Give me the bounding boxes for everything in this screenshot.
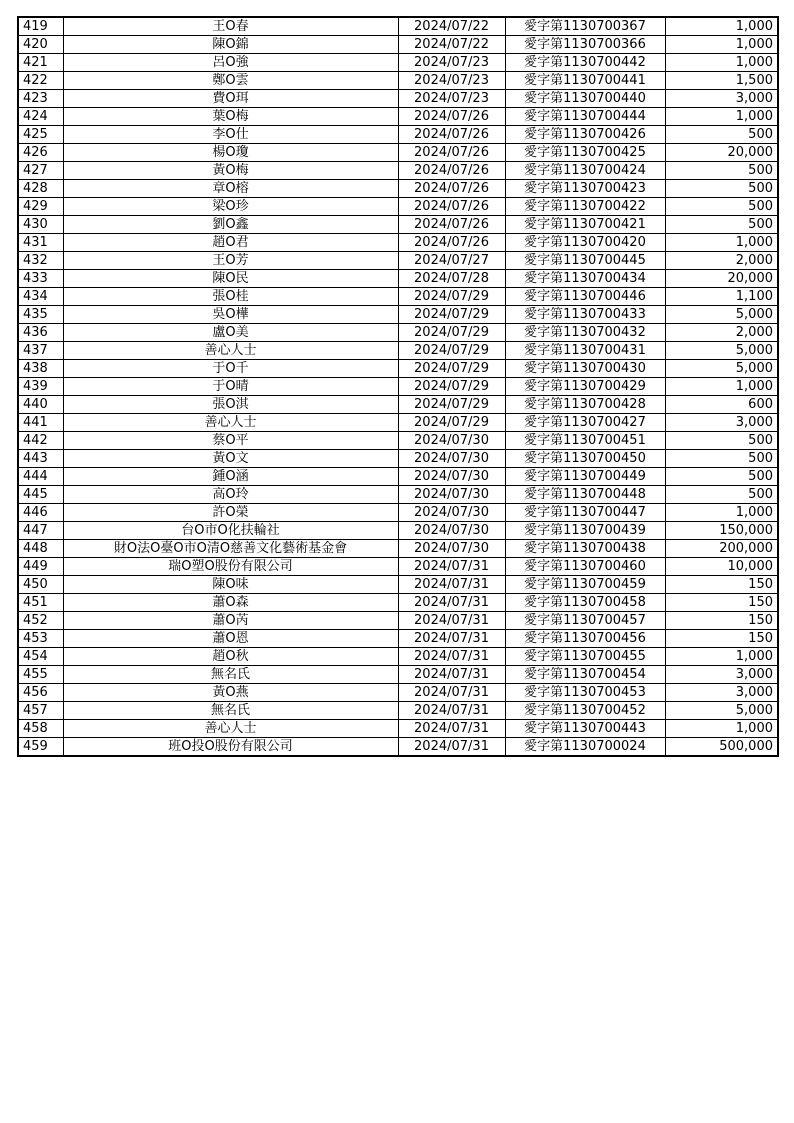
receipt-number: 愛字第1130700446 [505, 288, 665, 306]
row-number: 440 [18, 396, 63, 414]
donor-name: 陳O味 [63, 576, 398, 594]
donation-amount: 10,000 [665, 558, 778, 576]
donation-date: 2024/07/29 [398, 288, 505, 306]
receipt-number: 愛字第1130700451 [505, 432, 665, 450]
table-row [18, 72, 778, 90]
donor-name: 劉O鑫 [63, 216, 398, 234]
donation-amount: 1,000 [665, 54, 778, 72]
donation-date: 2024/07/31 [398, 576, 505, 594]
receipt-number: 愛字第1130700024 [505, 738, 665, 757]
row-number: 437 [18, 342, 63, 360]
receipt-number: 愛字第1130700460 [505, 558, 665, 576]
donor-name: 黃O燕 [63, 684, 398, 702]
table-row [18, 180, 778, 198]
receipt-number: 愛字第1130700454 [505, 666, 665, 684]
receipt-number: 愛字第1130700426 [505, 126, 665, 144]
table-row [18, 522, 778, 540]
receipt-number: 愛字第1130700443 [505, 720, 665, 738]
table-row [18, 108, 778, 126]
donation-date: 2024/07/29 [398, 378, 505, 396]
table-row [18, 738, 778, 757]
receipt-number: 愛字第1130700455 [505, 648, 665, 666]
row-number: 422 [18, 72, 63, 90]
row-number: 447 [18, 522, 63, 540]
receipt-number: 愛字第1130700442 [505, 54, 665, 72]
table-row [18, 468, 778, 486]
receipt-number: 愛字第1130700441 [505, 72, 665, 90]
row-number: 455 [18, 666, 63, 684]
table-row [18, 162, 778, 180]
table-row [18, 54, 778, 72]
donation-date: 2024/07/26 [398, 162, 505, 180]
donor-name: 班O投O股份有限公司 [63, 738, 398, 757]
table-row [18, 252, 778, 270]
donation-amount: 2,000 [665, 324, 778, 342]
donation-date: 2024/07/30 [398, 432, 505, 450]
row-number: 446 [18, 504, 63, 522]
donation-date: 2024/07/23 [398, 72, 505, 90]
donation-amount: 5,000 [665, 342, 778, 360]
row-number: 420 [18, 36, 63, 54]
receipt-number: 愛字第1130700367 [505, 17, 665, 36]
receipt-number: 愛字第1130700430 [505, 360, 665, 378]
donation-date: 2024/07/31 [398, 648, 505, 666]
receipt-number: 愛字第1130700424 [505, 162, 665, 180]
donation-date: 2024/07/31 [398, 666, 505, 684]
donation-date: 2024/07/26 [398, 234, 505, 252]
table-row [18, 684, 778, 702]
donor-name: 高O玲 [63, 486, 398, 504]
receipt-number: 愛字第1130700366 [505, 36, 665, 54]
row-number: 425 [18, 126, 63, 144]
donation-date: 2024/07/22 [398, 36, 505, 54]
donor-name: 張O桂 [63, 288, 398, 306]
row-number: 451 [18, 594, 63, 612]
receipt-number: 愛字第1130700423 [505, 180, 665, 198]
receipt-number: 愛字第1130700459 [505, 576, 665, 594]
donation-date: 2024/07/31 [398, 702, 505, 720]
donor-name: 善心人士 [63, 720, 398, 738]
donation-amount: 1,000 [665, 17, 778, 36]
donation-date: 2024/07/29 [398, 396, 505, 414]
donation-amount: 150 [665, 612, 778, 630]
row-number: 441 [18, 414, 63, 432]
donor-name: 章O榕 [63, 180, 398, 198]
receipt-number: 愛字第1130700432 [505, 324, 665, 342]
donor-name: 費O珥 [63, 90, 398, 108]
row-number: 429 [18, 198, 63, 216]
donation-date: 2024/07/26 [398, 126, 505, 144]
row-number: 431 [18, 234, 63, 252]
row-number: 444 [18, 468, 63, 486]
donation-amount: 3,000 [665, 414, 778, 432]
table-row [18, 720, 778, 738]
row-number: 454 [18, 648, 63, 666]
donor-name: 陳O錦 [63, 36, 398, 54]
donor-name: 許O榮 [63, 504, 398, 522]
donation-amount: 20,000 [665, 144, 778, 162]
receipt-number: 愛字第1130700431 [505, 342, 665, 360]
table-row [18, 504, 778, 522]
table-row [18, 558, 778, 576]
donation-date: 2024/07/29 [398, 306, 505, 324]
row-number: 434 [18, 288, 63, 306]
donation-amount: 150 [665, 594, 778, 612]
row-number: 421 [18, 54, 63, 72]
donation-amount: 150 [665, 630, 778, 648]
receipt-number: 愛字第1130700458 [505, 594, 665, 612]
donation-amount: 1,000 [665, 36, 778, 54]
table-row [18, 648, 778, 666]
donation-amount: 1,500 [665, 72, 778, 90]
receipt-number: 愛字第1130700438 [505, 540, 665, 558]
row-number: 450 [18, 576, 63, 594]
row-number: 424 [18, 108, 63, 126]
row-number: 457 [18, 702, 63, 720]
donation-date: 2024/07/30 [398, 450, 505, 468]
donor-name: 吳O樺 [63, 306, 398, 324]
receipt-number: 愛字第1130700456 [505, 630, 665, 648]
donation-amount: 150,000 [665, 522, 778, 540]
row-number: 449 [18, 558, 63, 576]
donation-amount: 1,000 [665, 720, 778, 738]
table-row [18, 540, 778, 558]
table-row [18, 90, 778, 108]
donor-name: 善心人士 [63, 342, 398, 360]
donation-date: 2024/07/31 [398, 720, 505, 738]
donation-date: 2024/07/30 [398, 468, 505, 486]
donation-date: 2024/07/26 [398, 216, 505, 234]
donation-amount: 1,000 [665, 378, 778, 396]
donor-name: 趙O君 [63, 234, 398, 252]
table-row [18, 360, 778, 378]
donor-name: 梁O珍 [63, 198, 398, 216]
donation-amount: 3,000 [665, 684, 778, 702]
donation-date: 2024/07/30 [398, 504, 505, 522]
table-row [18, 324, 778, 342]
donation-amount: 500 [665, 198, 778, 216]
donation-date: 2024/07/26 [398, 108, 505, 126]
donation-date: 2024/07/31 [398, 612, 505, 630]
donor-name: 財O法O臺O市O清O慈善文化藝術基金會 [63, 540, 398, 558]
receipt-number: 愛字第1130700434 [505, 270, 665, 288]
table-row [18, 378, 778, 396]
row-number: 433 [18, 270, 63, 288]
row-number: 423 [18, 90, 63, 108]
receipt-number: 愛字第1130700448 [505, 486, 665, 504]
table-row [18, 198, 778, 216]
donor-name: 無名氏 [63, 666, 398, 684]
receipt-number: 愛字第1130700429 [505, 378, 665, 396]
donation-date: 2024/07/31 [398, 594, 505, 612]
donation-date: 2024/07/30 [398, 540, 505, 558]
table-row [18, 234, 778, 252]
receipt-number: 愛字第1130700428 [505, 396, 665, 414]
row-number: 442 [18, 432, 63, 450]
donor-name: 葉O梅 [63, 108, 398, 126]
row-number: 453 [18, 630, 63, 648]
donation-amount: 5,000 [665, 306, 778, 324]
donor-name: 王O春 [63, 17, 398, 36]
receipt-number: 愛字第1130700447 [505, 504, 665, 522]
table-row [18, 666, 778, 684]
table-row [18, 450, 778, 468]
donor-name: 陳O民 [63, 270, 398, 288]
donation-amount: 1,000 [665, 108, 778, 126]
receipt-number: 愛字第1130700457 [505, 612, 665, 630]
donation-amount: 500 [665, 126, 778, 144]
row-number: 436 [18, 324, 63, 342]
donation-date: 2024/07/22 [398, 17, 505, 36]
donation-amount: 500 [665, 180, 778, 198]
donation-date: 2024/07/23 [398, 90, 505, 108]
donor-name: 鄭O雲 [63, 72, 398, 90]
row-number: 439 [18, 378, 63, 396]
donor-name: 盧O美 [63, 324, 398, 342]
receipt-number: 愛字第1130700440 [505, 90, 665, 108]
receipt-number: 愛字第1130700420 [505, 234, 665, 252]
table-row [18, 36, 778, 54]
table-row [18, 594, 778, 612]
donor-name: 張O淇 [63, 396, 398, 414]
donation-date: 2024/07/30 [398, 486, 505, 504]
donor-name: 無名氏 [63, 702, 398, 720]
table-row [18, 576, 778, 594]
receipt-number: 愛字第1130700444 [505, 108, 665, 126]
donation-amount: 500,000 [665, 738, 778, 757]
donation-date: 2024/07/26 [398, 144, 505, 162]
receipt-number: 愛字第1130700452 [505, 702, 665, 720]
receipt-number: 愛字第1130700449 [505, 468, 665, 486]
table-row [18, 414, 778, 432]
donation-amount: 200,000 [665, 540, 778, 558]
row-number: 428 [18, 180, 63, 198]
receipt-number: 愛字第1130700439 [505, 522, 665, 540]
donation-date: 2024/07/31 [398, 630, 505, 648]
table-row [18, 288, 778, 306]
donation-amount: 1,100 [665, 288, 778, 306]
donor-name: 蔡O平 [63, 432, 398, 450]
receipt-number: 愛字第1130700433 [505, 306, 665, 324]
donation-amount: 1,000 [665, 234, 778, 252]
donation-date: 2024/07/30 [398, 522, 505, 540]
table-row [18, 486, 778, 504]
donation-amount: 1,000 [665, 648, 778, 666]
donation-date: 2024/07/29 [398, 342, 505, 360]
table-row [18, 17, 778, 36]
receipt-number: 愛字第1130700450 [505, 450, 665, 468]
donation-date: 2024/07/26 [398, 198, 505, 216]
receipt-number: 愛字第1130700453 [505, 684, 665, 702]
donation-amount: 150 [665, 576, 778, 594]
donation-amount: 500 [665, 486, 778, 504]
donor-name: 于O千 [63, 360, 398, 378]
donation-date: 2024/07/31 [398, 558, 505, 576]
table-row [18, 126, 778, 144]
row-number: 443 [18, 450, 63, 468]
donation-date: 2024/07/31 [398, 738, 505, 757]
donation-amount: 3,000 [665, 666, 778, 684]
donation-amount: 20,000 [665, 270, 778, 288]
table-row [18, 342, 778, 360]
donor-name: 蕭O森 [63, 594, 398, 612]
donation-amount: 1,000 [665, 504, 778, 522]
row-number: 456 [18, 684, 63, 702]
donation-amount: 500 [665, 450, 778, 468]
donation-date: 2024/07/31 [398, 684, 505, 702]
donation-date: 2024/07/29 [398, 414, 505, 432]
donation-amount: 500 [665, 216, 778, 234]
row-number: 435 [18, 306, 63, 324]
receipt-number: 愛字第1130700421 [505, 216, 665, 234]
row-number: 427 [18, 162, 63, 180]
row-number: 445 [18, 486, 63, 504]
table-row [18, 144, 778, 162]
row-number: 432 [18, 252, 63, 270]
row-number: 459 [18, 738, 63, 757]
donor-name: 黃O文 [63, 450, 398, 468]
donation-amount: 500 [665, 162, 778, 180]
donor-name: 于O晴 [63, 378, 398, 396]
donor-name: 呂O強 [63, 54, 398, 72]
donation-amount: 5,000 [665, 360, 778, 378]
table-row [18, 270, 778, 288]
donor-name: 蕭O芮 [63, 612, 398, 630]
donor-name: 鍾O涵 [63, 468, 398, 486]
donation-date: 2024/07/23 [398, 54, 505, 72]
donation-table [17, 16, 779, 757]
donation-date: 2024/07/29 [398, 360, 505, 378]
donation-date: 2024/07/29 [398, 324, 505, 342]
table-row [18, 630, 778, 648]
donation-date: 2024/07/28 [398, 270, 505, 288]
donor-name: 黃O梅 [63, 162, 398, 180]
row-number: 438 [18, 360, 63, 378]
receipt-number: 愛字第1130700445 [505, 252, 665, 270]
donor-name: 台O市O化扶輪社 [63, 522, 398, 540]
donor-name: 瑞O塑O股份有限公司 [63, 558, 398, 576]
donor-name: 趙O秋 [63, 648, 398, 666]
table-row [18, 306, 778, 324]
donation-amount: 3,000 [665, 90, 778, 108]
row-number: 419 [18, 17, 63, 36]
donor-name: 善心人士 [63, 414, 398, 432]
row-number: 452 [18, 612, 63, 630]
receipt-number: 愛字第1130700425 [505, 144, 665, 162]
donation-date: 2024/07/26 [398, 180, 505, 198]
donor-name: 王O芳 [63, 252, 398, 270]
donation-amount: 2,000 [665, 252, 778, 270]
row-number: 426 [18, 144, 63, 162]
donor-name: 楊O瓊 [63, 144, 398, 162]
row-number: 430 [18, 216, 63, 234]
donor-name: 李O仕 [63, 126, 398, 144]
table-row [18, 396, 778, 414]
table-row [18, 612, 778, 630]
donation-amount: 600 [665, 396, 778, 414]
row-number: 458 [18, 720, 63, 738]
receipt-number: 愛字第1130700427 [505, 414, 665, 432]
table-row [18, 702, 778, 720]
donation-amount: 500 [665, 432, 778, 450]
donor-name: 蕭O恩 [63, 630, 398, 648]
donation-table-body [18, 17, 778, 756]
donation-date: 2024/07/27 [398, 252, 505, 270]
table-row [18, 432, 778, 450]
table-row [18, 216, 778, 234]
donation-amount: 5,000 [665, 702, 778, 720]
donation-amount: 500 [665, 468, 778, 486]
row-number: 448 [18, 540, 63, 558]
receipt-number: 愛字第1130700422 [505, 198, 665, 216]
